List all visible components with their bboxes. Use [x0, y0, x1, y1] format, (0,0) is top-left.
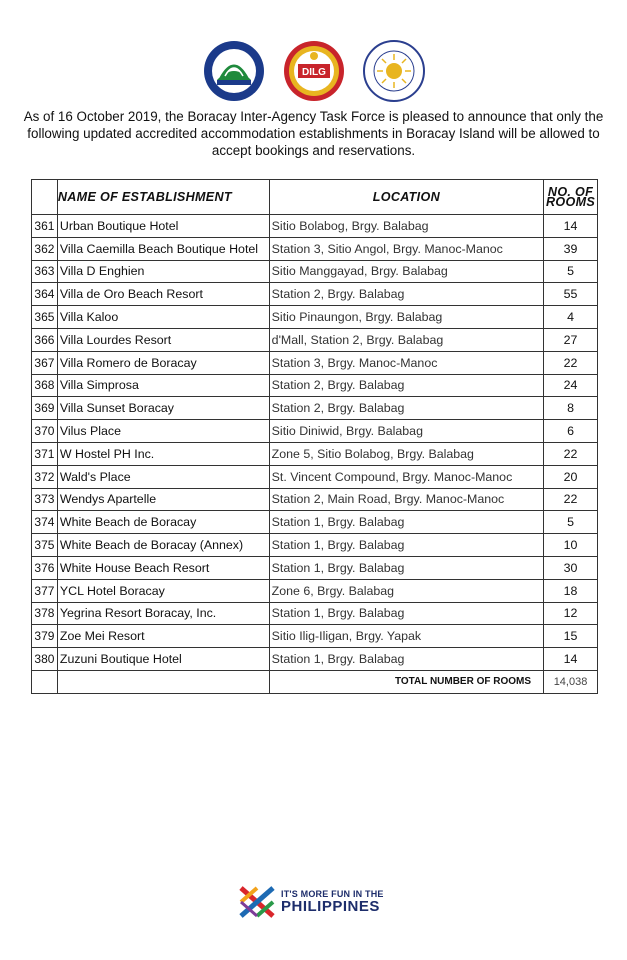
table-row	[32, 602, 598, 625]
row-establishment-name: Villa Caemilla Beach Boutique Hotel	[57, 237, 269, 260]
header-name: NAME OF ESTABLISHMENT	[57, 180, 269, 215]
row-rooms: 14	[544, 648, 598, 671]
table-row	[32, 237, 598, 260]
header-number	[32, 180, 58, 215]
row-establishment-name: Villa Kaloo	[57, 306, 269, 329]
table-header-row	[32, 180, 598, 215]
row-number: 374	[32, 511, 58, 534]
header-location: LOCATION	[269, 180, 543, 215]
row-number: 362	[32, 237, 58, 260]
agency-logos	[0, 40, 627, 102]
row-rooms: 39	[544, 237, 598, 260]
row-number: 380	[32, 648, 58, 671]
row-rooms: 24	[544, 374, 598, 397]
row-location: Station 1, Brgy. Balabag	[269, 511, 543, 534]
row-rooms: 22	[544, 442, 598, 465]
total-empty-cell	[57, 670, 269, 693]
accommodation-table	[31, 179, 598, 694]
row-establishment-name: Vilus Place	[57, 420, 269, 443]
table-row	[32, 579, 598, 602]
row-establishment-name: Villa Simprosa	[57, 374, 269, 397]
row-location: St. Vincent Compound, Brgy. Manoc-Manoc	[269, 465, 543, 488]
row-rooms: 6	[544, 420, 598, 443]
total-empty-cell	[32, 670, 58, 693]
table-row	[32, 215, 598, 238]
row-number: 377	[32, 579, 58, 602]
table-row	[32, 374, 598, 397]
row-rooms: 27	[544, 328, 598, 351]
row-rooms: 8	[544, 397, 598, 420]
row-establishment-name: Villa Sunset Boracay	[57, 397, 269, 420]
table-row	[32, 442, 598, 465]
row-establishment-name: Yegrina Resort Boracay, Inc.	[57, 602, 269, 625]
table-row	[32, 648, 598, 671]
table-row	[32, 534, 598, 557]
row-location: Sitio Diniwid, Brgy. Balabag	[269, 420, 543, 443]
row-location: d'Mall, Station 2, Brgy. Balabag	[269, 328, 543, 351]
row-number: 373	[32, 488, 58, 511]
row-number: 363	[32, 260, 58, 283]
table-row	[32, 556, 598, 579]
row-number: 371	[32, 442, 58, 465]
row-rooms: 20	[544, 465, 598, 488]
row-establishment-name: Zoe Mei Resort	[57, 625, 269, 648]
row-number: 378	[32, 602, 58, 625]
table-row	[32, 511, 598, 534]
row-location: Station 1, Brgy. Balabag	[269, 648, 543, 671]
header-rooms-line1: NO. OF	[547, 185, 594, 199]
weave-icon	[237, 884, 277, 920]
row-rooms: 5	[544, 260, 598, 283]
row-number: 367	[32, 351, 58, 374]
table-row	[32, 328, 598, 351]
row-location: Station 2, Brgy. Balabag	[269, 397, 543, 420]
total-row	[32, 670, 598, 693]
header-rooms-line2: ROOMS	[545, 195, 596, 209]
row-location: Station 3, Brgy. Manoc-Manoc	[269, 351, 543, 374]
table-row	[32, 420, 598, 443]
row-rooms: 18	[544, 579, 598, 602]
row-number: 369	[32, 397, 58, 420]
row-rooms: 55	[544, 283, 598, 306]
row-number: 372	[32, 465, 58, 488]
row-location: Zone 6, Brgy. Balabag	[269, 579, 543, 602]
table-row	[32, 306, 598, 329]
table-row	[32, 397, 598, 420]
row-number: 370	[32, 420, 58, 443]
row-number: 379	[32, 625, 58, 648]
row-number: 364	[32, 283, 58, 306]
total-value: 14,038	[544, 670, 598, 693]
table-row	[32, 488, 598, 511]
dilg-seal-logo	[283, 40, 345, 102]
row-location: Sitio Bolabog, Brgy. Balabag	[269, 215, 543, 238]
row-establishment-name: Villa Romero de Boracay	[57, 351, 269, 374]
denr-seal-logo	[203, 40, 265, 102]
row-location: Sitio Ilig-Iligan, Brgy. Yapak	[269, 625, 543, 648]
row-establishment-name: Wald's Place	[57, 465, 269, 488]
row-number: 368	[32, 374, 58, 397]
row-establishment-name: YCL Hotel Boracay	[57, 579, 269, 602]
row-location: Station 1, Brgy. Balabag	[269, 534, 543, 557]
row-location: Sitio Pinaungon, Brgy. Balabag	[269, 306, 543, 329]
row-rooms: 4	[544, 306, 598, 329]
row-establishment-name: W Hostel PH Inc.	[57, 442, 269, 465]
row-rooms: 10	[544, 534, 598, 557]
row-establishment-name: White Beach de Boracay	[57, 511, 269, 534]
row-number: 375	[32, 534, 58, 557]
row-location: Sitio Manggayad, Brgy. Balabag	[269, 260, 543, 283]
table-row	[32, 351, 598, 374]
row-location: Station 3, Sitio Angol, Brgy. Manoc-Manoc	[269, 237, 543, 260]
row-number: 361	[32, 215, 58, 238]
row-location: Station 2, Brgy. Balabag	[269, 283, 543, 306]
row-rooms: 5	[544, 511, 598, 534]
row-rooms: 12	[544, 602, 598, 625]
row-establishment-name: White House Beach Resort	[57, 556, 269, 579]
fun-philippines-logo	[237, 884, 384, 920]
row-establishment-name: Zuzuni Boutique Hotel	[57, 648, 269, 671]
fun-tagline-bottom: PHILIPPINES	[281, 898, 380, 915]
row-location: Zone 5, Sitio Bolabog, Brgy. Balabag	[269, 442, 543, 465]
row-establishment-name: Villa Lourdes Resort	[57, 328, 269, 351]
row-location: Station 2, Main Road, Brgy. Manoc-Manoc	[269, 488, 543, 511]
row-establishment-name: Urban Boutique Hotel	[57, 215, 269, 238]
table-row	[32, 260, 598, 283]
row-rooms: 22	[544, 351, 598, 374]
row-establishment-name: Villa D Enghien	[57, 260, 269, 283]
row-location: Station 1, Brgy. Balabag	[269, 556, 543, 579]
header-rooms	[544, 180, 598, 215]
row-number: 366	[32, 328, 58, 351]
row-establishment-name: White Beach de Boracay (Annex)	[57, 534, 269, 557]
row-location: Station 1, Brgy. Balabag	[269, 602, 543, 625]
table-row	[32, 283, 598, 306]
row-number: 365	[32, 306, 58, 329]
table-row	[32, 465, 598, 488]
announcement-text: As of 16 October 2019, the Boracay Inter-Agency Task Force is pleased to announce that only the following updated accredited accommodation establishments in Boracay Island will be allowed to accept bookings and reservations.	[23, 109, 604, 158]
row-rooms: 22	[544, 488, 598, 511]
row-number: 376	[32, 556, 58, 579]
fun-tagline-top: IT'S MORE FUN IN THE	[281, 889, 384, 899]
row-establishment-name: Villa de Oro Beach Resort	[57, 283, 269, 306]
dilg-seal-text: DILG	[301, 67, 326, 78]
row-location: Station 2, Brgy. Balabag	[269, 374, 543, 397]
dot-seal-logo	[363, 40, 425, 102]
total-label: TOTAL NUMBER OF ROOMS	[269, 670, 543, 693]
table-row	[32, 625, 598, 648]
row-establishment-name: Wendys Apartelle	[57, 488, 269, 511]
row-rooms: 30	[544, 556, 598, 579]
row-rooms: 15	[544, 625, 598, 648]
row-rooms: 14	[544, 215, 598, 238]
